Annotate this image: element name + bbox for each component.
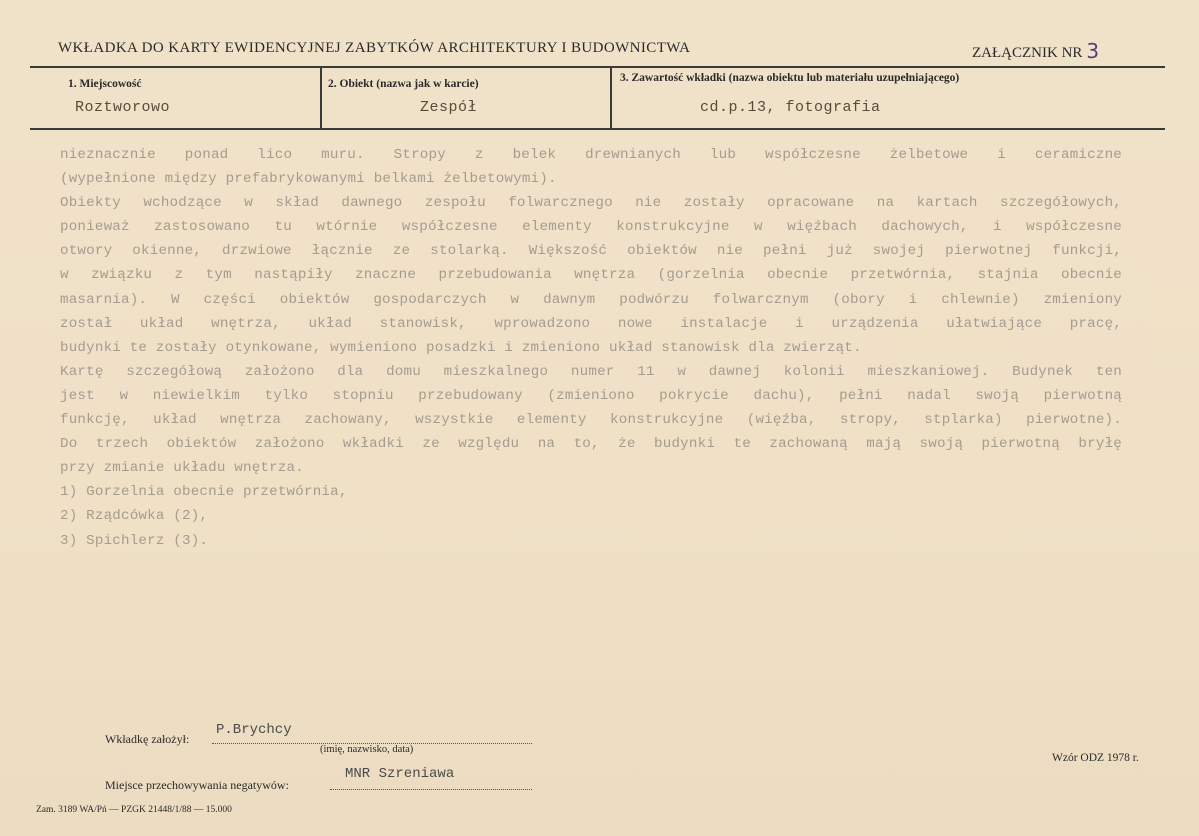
print-order-code: Zam. 3189 WA/Pń — PZGK 21448/1/88 — 15.000 [36,805,232,815]
field-separator-2 [610,66,612,128]
body-line: jest w niewielkim tylko stopniu przebudowany (zmieniono pokrycie dachu), pełni nadal swoją pierwotną [60,387,1122,404]
annex-number: 3 [1086,39,1100,63]
created-by-hint: (imię, nazwisko, data) [320,744,414,755]
negatives-storage-value: MNR Szreniawa [345,766,455,782]
annex-label [972,38,1099,62]
annex-prefix: ZAŁĄCZNIK NR [972,45,1083,61]
object-value: Zespół [420,99,478,116]
document-title: WKŁADKA DO KARTY EWIDENCYJNEJ ZABYTKÓW ARCHITEKTURY I BUDOWNICTWA [58,40,691,56]
body-line: nieznacznie ponad lico muru. Stropy z belek drewnianych lub współczesne żelbetowe i ceramiczne [60,147,1122,163]
body-line: (wypełnione między prefabrykowanymi belkami żelbetowymi). [60,171,557,188]
form-template-code: Wzór ODZ 1978 r. [1052,752,1139,764]
negatives-storage-dotted-line [330,789,532,790]
body-line: ponieważ zastosowano tu wtórnie współczesne elementy konstrukcyjne w więźbach dachowych, i współczesne [60,219,1122,236]
created-by-label: Wkładkę założył: [105,732,190,746]
locality-label: 1. Miejscowość [68,78,142,90]
body-line: przy zmianie układu wnętrza. [60,460,304,477]
created-by-value: P.Brychcy [216,722,292,738]
body-line: Kartę szczegółową założono dla domu mieszkalnego numer 11 w dawnej kolonii mieszkaniowej. Budynek ten [60,363,1122,380]
body-line: został układ wnętrza, układ stanowisk, wprowadzono nowe instalacje i urządzenia ułatwiające pracę, [60,315,1122,332]
locality-value: Roztworowo [75,99,171,116]
list-item: 2) Rządcówka (2), [60,508,209,525]
negatives-storage-label: Miejsce przechowywania negatywów: [105,778,289,792]
body-line: Do trzech obiektów założono wkładki ze względu na to, że budynki te zachowaną mają swoją pierwotną bryłę [60,436,1122,453]
body-text [60,143,1122,553]
body-line: Obiekty wchodzące w skład dawnego zespołu folwarcznego nie zostały opracowane na kartach szczegółowych, [60,195,1122,212]
content-label: 3. Zawartość wkładki (nazwa obiektu lub materiału uzupełniającego) [620,72,960,84]
body-line: w związku z tym nastąpiły znaczne przebudowania wnętrza (gorzelnia obecnie przetwórnia, stajnia obecnie [60,267,1122,284]
body-line: funkcję, układ wnętrza zachowany, wszystkie elementy konstrukcyjne (więźba, stropy, stplarka) pierwotne). [60,412,1122,429]
body-line: masarnia). W części obiektów gospodarczych w dawnym podwórzu folwarcznym (obory i chlewnie) zmieniony [60,291,1122,308]
field-separator-1 [320,66,322,128]
header-top-rule [30,66,1165,68]
content-value: cd.p.13, fotografia [700,99,881,116]
body-line: otwory okienne, drzwiowe łącznie ze stolarką. Większość obiektów nie pełni już swojej pierwotnej funkcji, [60,243,1122,260]
list-item: 3) Spichlerz (3). [60,532,209,549]
object-label: 2. Obiekt (nazwa jak w karcie) [328,78,479,90]
list-item: 1) Gorzelnia obecnie przetwórnia, [60,484,348,501]
header-bottom-rule [30,128,1165,130]
body-line: budynki te zostały otynkowane, wymieniono posadzki i zmieniono układ stanowisk dla zwierząt. [60,339,862,356]
